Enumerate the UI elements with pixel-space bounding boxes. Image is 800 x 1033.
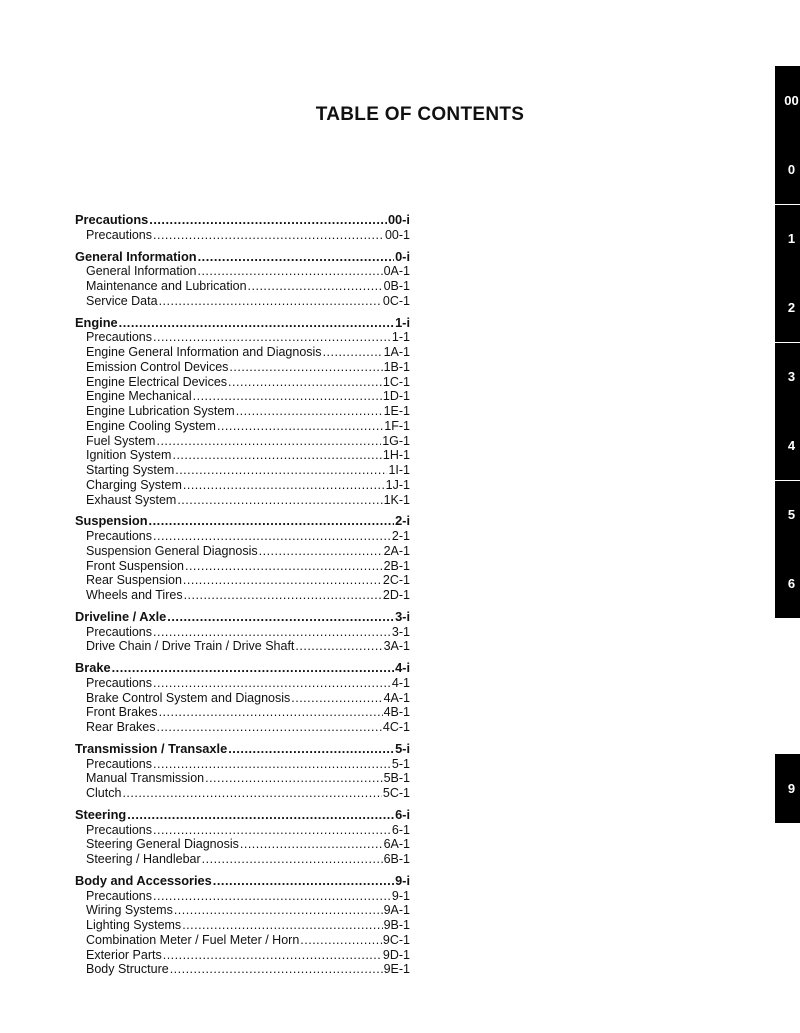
- dot-leader: [259, 544, 383, 559]
- section-tab-5[interactable]: [775, 480, 800, 549]
- tab-label: 2: [787, 300, 796, 315]
- toc-entry[interactable]: [75, 228, 410, 243]
- section-title: Driveline / Axle: [75, 608, 167, 624]
- entry-page: 4-1: [391, 675, 410, 690]
- entry-label: Lighting Systems: [86, 918, 182, 932]
- section-page: 6-i: [395, 806, 410, 822]
- entry-label: Precautions: [86, 756, 153, 771]
- entry-page: 9E-1: [383, 962, 410, 977]
- dot-leader: [122, 786, 381, 801]
- section-heading[interactable]: [75, 661, 410, 676]
- dot-leader: [156, 434, 381, 449]
- toc-entry[interactable]: [75, 757, 410, 772]
- dot-leader: [174, 903, 383, 918]
- dot-leader: [177, 493, 382, 508]
- section-page: 3-i: [395, 608, 410, 624]
- toc-entry[interactable]: [75, 918, 410, 933]
- page-title: TABLE OF CONTENTS: [315, 104, 525, 125]
- dot-leader: [156, 720, 381, 735]
- entry-label: Emission Control Devices: [86, 359, 229, 374]
- section-title: Transmission / Transaxle: [75, 740, 228, 756]
- toc-section: [75, 514, 410, 603]
- entry-label: Wheels and Tires: [86, 588, 183, 602]
- dot-leader: [112, 661, 394, 676]
- section-tab-0[interactable]: [775, 135, 800, 204]
- section-page: 5-i: [395, 740, 410, 756]
- toc-entry[interactable]: [75, 852, 410, 867]
- dot-leader: [149, 514, 395, 529]
- dot-leader: [295, 639, 382, 654]
- entry-label: Precautions: [86, 330, 153, 345]
- toc-entry[interactable]: [75, 279, 410, 294]
- dot-leader: [202, 852, 383, 867]
- toc-section: [75, 742, 410, 801]
- toc-section: [75, 610, 410, 654]
- dot-leader: [183, 573, 382, 588]
- entry-label: Suspension General Diagnosis: [86, 543, 258, 558]
- dot-leader: [240, 837, 383, 852]
- entry-page: 4B-1: [383, 705, 410, 720]
- dot-leader: [291, 691, 382, 706]
- dot-leader: [323, 345, 383, 360]
- dot-leader: [185, 559, 383, 574]
- toc-entry[interactable]: [75, 404, 410, 419]
- toc-entry[interactable]: [75, 463, 410, 478]
- tab-label: 0: [787, 162, 796, 177]
- entry-label: Combination Meter / Fuel Meter / Horn: [86, 932, 300, 947]
- section-title: Suspension: [75, 513, 148, 529]
- entry-page: 4A-1: [383, 690, 410, 705]
- toc-entry[interactable]: [75, 544, 410, 559]
- dot-leader: [228, 742, 394, 757]
- section-heading[interactable]: [75, 250, 410, 265]
- entry-label: Charging System: [86, 477, 182, 492]
- toc-entry[interactable]: [75, 493, 410, 508]
- entry-label: Fuel System: [86, 433, 156, 448]
- section-tab-9[interactable]: [775, 754, 800, 823]
- toc-entry[interactable]: [75, 720, 410, 735]
- toc-entry[interactable]: [75, 676, 410, 691]
- tab-label: 00: [784, 93, 799, 108]
- dot-leader: [198, 250, 394, 265]
- entry-label: Clutch: [86, 786, 122, 800]
- toc-entry[interactable]: [75, 786, 410, 801]
- entry-page: 9D-1: [382, 947, 410, 962]
- entry-page: 2-1: [391, 529, 410, 543]
- toc-entry[interactable]: [75, 903, 410, 918]
- section-heading[interactable]: [75, 213, 410, 228]
- dot-leader: [236, 404, 383, 419]
- section-heading[interactable]: [75, 742, 410, 757]
- toc-entry[interactable]: [75, 294, 410, 309]
- entry-label: Steering General Diagnosis: [86, 837, 239, 852]
- tab-label: 1: [787, 231, 796, 246]
- entry-label: Manual Transmission: [86, 771, 205, 786]
- dot-leader: [153, 757, 391, 772]
- entry-label: Front Suspension: [86, 558, 184, 573]
- entry-label: General Information: [86, 264, 197, 279]
- dot-leader: [159, 294, 382, 309]
- section-title: General Information: [75, 248, 197, 264]
- section-title: Body and Accessories: [75, 872, 212, 888]
- toc-entry[interactable]: [75, 588, 410, 603]
- entry-page: 1F-1: [384, 418, 410, 433]
- entry-page: 1K-1: [383, 492, 410, 507]
- entry-label: Engine Electrical Devices: [86, 374, 228, 389]
- section-tab-3[interactable]: [775, 342, 800, 411]
- tab-label: 9: [787, 781, 796, 796]
- dot-leader: [183, 478, 385, 493]
- toc-section: [75, 661, 410, 735]
- toc-section: [75, 808, 410, 867]
- dot-leader: [300, 933, 382, 948]
- toc-entry[interactable]: [75, 573, 410, 588]
- toc-entry[interactable]: [75, 625, 410, 640]
- toc-entry[interactable]: [75, 264, 410, 279]
- entry-label: Drive Chain / Drive Train / Drive Shaft: [86, 639, 295, 654]
- entry-page: 1J-1: [385, 477, 410, 492]
- table-of-contents: [75, 213, 410, 984]
- dot-leader: [153, 625, 391, 640]
- dot-leader: [184, 588, 382, 603]
- toc-entry[interactable]: [75, 478, 410, 493]
- entry-label: Exhaust System: [86, 492, 177, 507]
- toc-entry[interactable]: [75, 360, 410, 375]
- entry-page: 4C-1: [382, 720, 410, 734]
- toc-entry[interactable]: [75, 889, 410, 904]
- entry-page: 2A-1: [383, 543, 410, 558]
- entry-page: 6B-1: [383, 852, 410, 866]
- entry-label: Engine Mechanical: [86, 389, 192, 404]
- dot-leader: [163, 948, 382, 963]
- entry-label: Precautions: [86, 227, 153, 242]
- entry-page: 1G-1: [382, 433, 410, 448]
- entry-page: 9A-1: [383, 903, 410, 918]
- dot-leader: [153, 228, 384, 243]
- entry-page: 1B-1: [383, 359, 410, 374]
- dot-leader: [217, 419, 383, 434]
- toc-section: [75, 316, 410, 508]
- section-page: 4-i: [395, 660, 410, 675]
- toc-entry[interactable]: [75, 771, 410, 786]
- dot-leader: [153, 529, 391, 544]
- dot-leader: [149, 213, 387, 228]
- entry-page: 1C-1: [382, 374, 410, 389]
- section-page: 2-i: [395, 513, 410, 529]
- entry-page: 0B-1: [383, 279, 410, 293]
- section-heading[interactable]: [75, 610, 410, 625]
- dot-leader: [167, 610, 394, 625]
- entry-label: Exterior Parts: [86, 947, 162, 962]
- section-title: Brake: [75, 660, 111, 675]
- entry-page: 1A-1: [383, 345, 410, 359]
- toc-entry[interactable]: [75, 933, 410, 948]
- dot-leader: [153, 676, 391, 691]
- entry-page: 1D-1: [382, 389, 410, 404]
- toc-entry[interactable]: [75, 375, 410, 390]
- toc-entry[interactable]: [75, 691, 410, 706]
- entry-label: Steering / Handlebar: [86, 852, 201, 866]
- dot-leader: [172, 448, 381, 463]
- toc-entry[interactable]: [75, 345, 410, 360]
- section-page: 9-i: [395, 872, 410, 888]
- entry-label: Front Brakes: [86, 705, 158, 720]
- entry-label: Engine General Information and Diagnosis: [86, 345, 322, 359]
- entry-label: Service Data: [86, 293, 158, 308]
- dot-leader: [119, 316, 394, 331]
- toc-entry[interactable]: [75, 419, 410, 434]
- section-page: 1-i: [395, 314, 410, 330]
- entry-page: 1E-1: [383, 404, 410, 418]
- section-title: Steering: [75, 806, 127, 822]
- dot-leader: [153, 330, 391, 345]
- toc-entry[interactable]: [75, 330, 410, 345]
- section-page: 0-i: [395, 248, 410, 264]
- section-tab-1[interactable]: [775, 204, 800, 273]
- dot-leader: [182, 918, 382, 933]
- dot-leader: [159, 705, 383, 720]
- entry-label: Ignition System: [86, 448, 172, 463]
- dot-leader: [213, 874, 394, 889]
- entry-page: 9C-1: [382, 932, 410, 947]
- toc-entry[interactable]: [75, 948, 410, 963]
- dot-leader: [153, 823, 391, 838]
- dot-leader: [228, 375, 382, 390]
- entry-label: Rear Suspension: [86, 573, 182, 588]
- tab-separator: [775, 480, 800, 481]
- entry-label: Body Structure: [86, 962, 169, 977]
- section-tab-4[interactable]: [775, 411, 800, 480]
- dot-leader: [229, 360, 382, 375]
- section-tab-2[interactable]: [775, 273, 800, 342]
- toc-entry[interactable]: [75, 448, 410, 463]
- tab-label: 6: [787, 576, 796, 591]
- tab-separator: [775, 204, 800, 205]
- toc-entry[interactable]: [75, 434, 410, 449]
- entry-label: Precautions: [86, 624, 153, 639]
- entry-page: 1I-1: [388, 463, 410, 477]
- entry-page: 6A-1: [383, 837, 410, 852]
- toc-section: [75, 213, 410, 243]
- entry-label: Starting System: [86, 463, 175, 477]
- section-title: Precautions: [75, 212, 149, 227]
- entry-page: 9B-1: [383, 918, 410, 932]
- dot-leader: [153, 889, 391, 904]
- dot-leader: [205, 771, 382, 786]
- entry-label: Engine Lubrication System: [86, 404, 235, 418]
- toc-entry[interactable]: [75, 559, 410, 574]
- dot-leader: [197, 264, 382, 279]
- entry-page: 5C-1: [382, 786, 410, 800]
- toc-entry[interactable]: [75, 639, 410, 654]
- toc-entry[interactable]: [75, 529, 410, 544]
- section-heading[interactable]: [75, 316, 410, 331]
- entry-page: 3A-1: [383, 639, 410, 654]
- entry-page: 1-1: [391, 330, 410, 345]
- toc-section: [75, 250, 410, 309]
- section-heading[interactable]: [75, 514, 410, 529]
- section-title: Engine: [75, 314, 118, 330]
- entry-page: 00-1: [384, 227, 410, 242]
- dot-leader: [193, 389, 382, 404]
- toc-section: [75, 874, 410, 977]
- toc-entry[interactable]: [75, 837, 410, 852]
- entry-page: 5B-1: [383, 771, 410, 786]
- tab-label: 3: [787, 369, 796, 384]
- section-heading[interactable]: [75, 808, 410, 823]
- entry-page: 2C-1: [382, 573, 410, 588]
- entry-page: 0C-1: [382, 293, 410, 308]
- entry-page: 0A-1: [383, 264, 410, 279]
- entry-page: 1H-1: [382, 448, 410, 463]
- entry-page: 3-1: [391, 624, 410, 639]
- toc-entry[interactable]: [75, 962, 410, 977]
- toc-entry[interactable]: [75, 389, 410, 404]
- section-tab-00[interactable]: [775, 66, 800, 135]
- entry-label: Precautions: [86, 675, 153, 690]
- tab-separator: [775, 342, 800, 343]
- tab-label: 5: [787, 507, 796, 522]
- entry-label: Maintenance and Lubrication: [86, 279, 247, 293]
- toc-entry[interactable]: [75, 705, 410, 720]
- section-heading[interactable]: [75, 874, 410, 889]
- entry-page: 6-1: [391, 822, 410, 837]
- entry-page: 9-1: [391, 888, 410, 903]
- dot-leader: [248, 279, 383, 294]
- section-page: 00-i: [387, 212, 410, 227]
- tab-label: 4: [787, 438, 796, 453]
- toc-entry[interactable]: [75, 823, 410, 838]
- section-tab-6[interactable]: [775, 549, 800, 618]
- entry-label: Wiring Systems: [86, 903, 173, 918]
- dot-leader: [127, 808, 394, 823]
- entry-page: 5-1: [391, 756, 410, 771]
- entry-label: Rear Brakes: [86, 720, 156, 734]
- entry-label: Brake Control System and Diagnosis: [86, 690, 291, 705]
- entry-page: 2D-1: [382, 588, 410, 602]
- entry-label: Precautions: [86, 888, 153, 903]
- dot-leader: [170, 962, 383, 977]
- entry-page: 2B-1: [383, 558, 410, 573]
- entry-label: Engine Cooling System: [86, 418, 216, 433]
- entry-label: Precautions: [86, 822, 153, 837]
- entry-label: Precautions: [86, 529, 153, 543]
- dot-leader: [175, 463, 387, 478]
